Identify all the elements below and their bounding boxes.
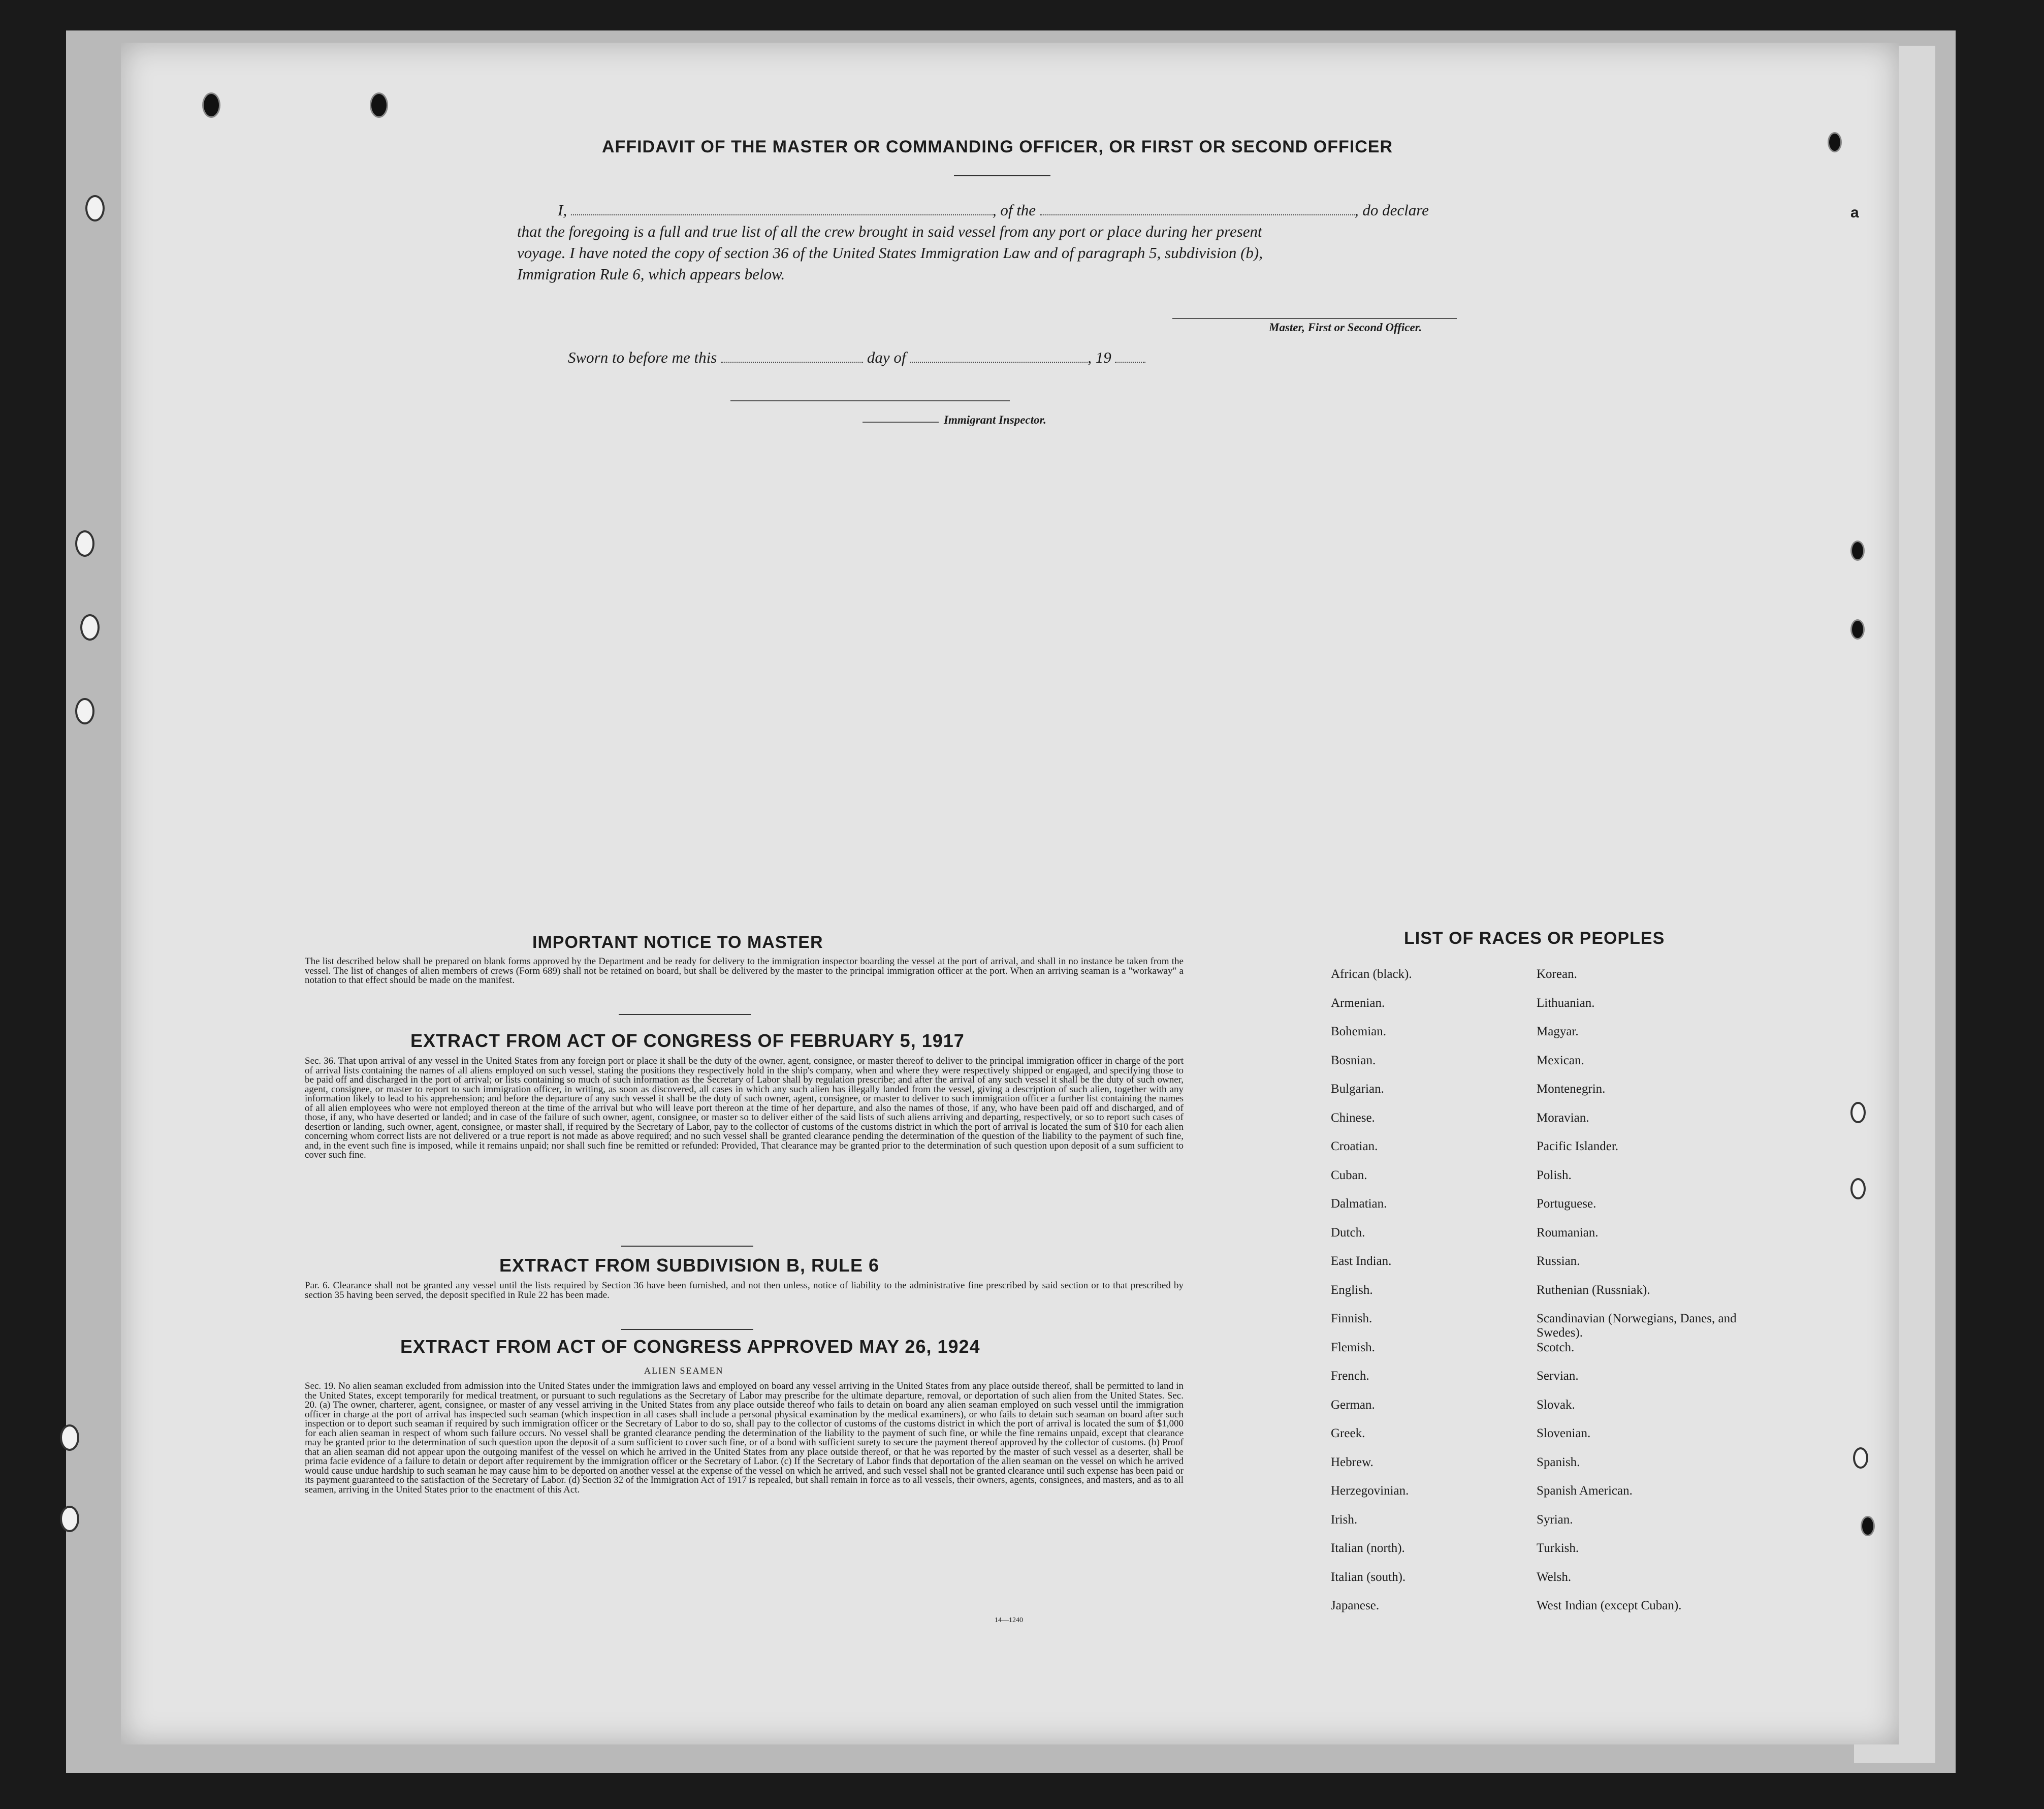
- rule6-body: Par. 6. Clearance shall not be granted any vessel until the lists required by Section 36 have been furnished, and not then unless, notice of liability to the administrative fine prescribed by said section or to that prescribed by section 35 having been served, the deposit specified in Rule 22 has been made.: [305, 1280, 1184, 1300]
- race-item: Magyar.: [1537, 1025, 1579, 1038]
- inspector-signature-line-2: [863, 422, 939, 423]
- divider: [619, 1014, 751, 1015]
- races-title: LIST OF RACES OR PEOPLES: [1404, 929, 1665, 948]
- race-item: Bosnian.: [1331, 1053, 1376, 1067]
- form-number: 14—1240: [995, 1616, 1023, 1624]
- race-item: West Indian (except Cuban).: [1537, 1599, 1682, 1612]
- race-item: Roumanian.: [1537, 1225, 1599, 1240]
- declaration-line-2: that the foregoing is a full and true list of all the crew brought in said vessel from any port or place during her present: [517, 223, 1262, 240]
- race-item: Dutch.: [1331, 1225, 1365, 1240]
- punch-hole: [75, 698, 94, 724]
- punch-hole: [60, 1424, 79, 1451]
- race-item: Cuban.: [1331, 1168, 1367, 1182]
- race-item: African (black).: [1331, 967, 1412, 981]
- races-right-column: [1537, 967, 1750, 1628]
- race-item: Turkish.: [1537, 1541, 1579, 1555]
- race-item: Herzegovinian.: [1331, 1484, 1409, 1498]
- punch-hole: [1828, 132, 1842, 152]
- inspector-signature-line[interactable]: [730, 400, 1010, 401]
- margin-mark: a: [1850, 204, 1859, 221]
- race-item: Moravian.: [1537, 1110, 1589, 1125]
- declaration-i: I,: [558, 201, 567, 219]
- races-left-column: [1331, 967, 1514, 1628]
- race-item: Spanish American.: [1537, 1484, 1633, 1498]
- inspector-label: Immigrant Inspector.: [944, 414, 1046, 426]
- race-item: Scotch.: [1537, 1340, 1575, 1354]
- race-item: Dalmatian.: [1331, 1197, 1387, 1211]
- race-item: English.: [1331, 1283, 1373, 1297]
- declaration-line-4: Immigration Rule 6, which appears below.: [517, 265, 785, 283]
- divider: [954, 175, 1050, 176]
- race-item: German.: [1331, 1398, 1375, 1412]
- punch-hole: [1850, 1102, 1866, 1123]
- race-item: Montenegrin.: [1537, 1082, 1606, 1096]
- race-item: Mexican.: [1537, 1053, 1584, 1067]
- act-1924-subtitle: ALIEN SEAMEN: [644, 1366, 724, 1376]
- race-item: Hebrew.: [1331, 1455, 1374, 1469]
- race-item: Chinese.: [1331, 1110, 1375, 1125]
- race-item: Italian (south).: [1331, 1570, 1406, 1584]
- declaration-line-3: voyage. I have noted the copy of section 36 of the United States Immigration Law and of paragraph 5, subdivision (b),: [517, 244, 1263, 262]
- master-signature-line[interactable]: [1172, 318, 1457, 319]
- race-item: Italian (north).: [1331, 1541, 1405, 1555]
- punch-hole: [370, 92, 388, 118]
- race-item: Russian.: [1537, 1254, 1580, 1268]
- name-blank[interactable]: [571, 214, 993, 215]
- act-1924-body: Sec. 19. No alien seaman excluded from admission into the United States under the immigration laws and employed on board any vessel arriving in the United States from any place outside thereof, shall be permitted to land in the United States, except temporarily for medical treatment, or pursuant to such regulations as the Secretary of Labor may prescribe for the ultimate departure, removal, or deportation of such alien from the United States. Sec. 20. (a) The owner, charterer, agent, consignee, or master of any vessel arriving in the United States from any place outside thereof who fails to detain on board any alien seaman employed on such vessel until the immigration officer in charge at the port of arrival has inspected such seaman (which inspection in all cases shall include a personal physical examination by the medical examiners), or who fails to detain such seaman on board after such inspection or to deport such seaman if required by such immigration officer or the Secretary of Labor to do so, shall pay to the collector of customs of the customs district in which the port of arrival is located the sum of $1,000 for each alien seaman in respect of whom such failure occurs. No vessel shall be granted clearance pending the determination of the liability to the payment of such fine, or while the fine remains unpaid, except that clearance may be granted prior to the determination of such question upon the deposit of a sum sufficient to cover such fine, or of a bond with sufficient surety to secure the payment thereof approved by the collector of customs. (b) Proof that an alien seaman did not appear upon the outgoing manifest of the vessel on which he arrived in the United States from any place outside thereof, or that he was reported by the master of such vessel as a deserter, shall be prima facie evidence of a failure to detain or deport after requirement by the immigration officer or the Secretary of Labor. (c) If the Secretary of Labor finds that deportation of the alien seaman on the vessel on which he arrived would cause undue hardship to such seaman he may cause him to be deported on another vessel at the expense of the vessel on which he arrived, and such vessel shall not be granted clearance until such expense has been paid or its payment guaranteed to the satisfaction of the Secretary of Labor. (d) Section 32 of the Immigration Act of 1917 is repealed, but shall remain in force as to all vessels, their owners, agents, consignees, and masters, and as to all seamen, arriving in the United States prior to the enactment of this Act.: [305, 1381, 1184, 1495]
- race-item: Bohemian.: [1331, 1025, 1387, 1038]
- declaration-do-declare: , do declare: [1354, 201, 1429, 219]
- form-page: [121, 43, 1899, 1744]
- punch-hole: [80, 614, 100, 641]
- punch-hole: [1861, 1516, 1875, 1536]
- race-item: Korean.: [1537, 967, 1577, 981]
- divider: [621, 1329, 753, 1330]
- sworn-day-of: day of: [867, 348, 906, 366]
- punch-hole: [202, 92, 220, 118]
- divider: [621, 1246, 753, 1247]
- punch-hole: [1850, 1178, 1866, 1199]
- race-item: Servian.: [1537, 1369, 1579, 1383]
- race-item: Slovenian.: [1537, 1426, 1591, 1440]
- race-item: Scandinavian (Norwegians, Danes, and Swedes).: [1537, 1312, 1737, 1340]
- sworn-day-blank[interactable]: [721, 361, 863, 363]
- race-item: Flemish.: [1331, 1340, 1375, 1354]
- race-item: Ruthenian (Russniak).: [1537, 1283, 1650, 1297]
- race-item: Japanese.: [1331, 1599, 1380, 1612]
- master-signature-label: Master, First or Second Officer.: [1269, 321, 1422, 334]
- race-item: Irish.: [1331, 1512, 1358, 1527]
- punch-hole: [1850, 541, 1865, 561]
- notice-body: The list described below shall be prepared on blank forms approved by the Department and be ready for delivery to the immigration inspector boarding the vessel at the port of arrival, and shall in no instance be taken from the vessel. The list of changes of alien members of crews (Form 689) shall not be retained on board, but shall be delivered by the master to the principal immigration officer at the port. When an arriving seaman is a "workaway" a notation to that effect should be made on the manifest.: [305, 956, 1184, 986]
- act-1924-title: EXTRACT FROM ACT OF CONGRESS APPROVED MAY 26, 1924: [400, 1336, 980, 1357]
- sworn-prefix: Sworn to before me this: [568, 348, 717, 366]
- race-item: Armenian.: [1331, 996, 1385, 1010]
- race-item: Bulgarian.: [1331, 1082, 1384, 1096]
- sworn-year-blank[interactable]: [1115, 361, 1145, 363]
- declaration-line-1: [558, 200, 1429, 220]
- race-item: Polish.: [1537, 1168, 1572, 1182]
- declaration-of-the: , of the: [992, 201, 1036, 219]
- notice-title: IMPORTANT NOTICE TO MASTER: [532, 933, 823, 952]
- race-item: Finnish.: [1331, 1312, 1372, 1325]
- race-item: Pacific Islander.: [1537, 1139, 1619, 1153]
- sworn-line: [568, 347, 1145, 368]
- race-item: Croatian.: [1331, 1139, 1378, 1153]
- punch-hole: [75, 530, 94, 557]
- race-item: Spanish.: [1537, 1455, 1580, 1469]
- punch-hole: [60, 1506, 79, 1532]
- sworn-year: , 19: [1088, 348, 1111, 366]
- extract-1917-title: EXTRACT FROM ACT OF CONGRESS OF FEBRUARY 5, 1917: [410, 1030, 965, 1051]
- rule6-title: EXTRACT FROM SUBDIVISION B, RULE 6: [499, 1255, 880, 1276]
- punch-hole: [85, 195, 105, 221]
- race-item: Greek.: [1331, 1426, 1365, 1440]
- race-item: French.: [1331, 1369, 1369, 1383]
- punch-hole: [1853, 1447, 1868, 1469]
- punch-hole: [1850, 619, 1865, 640]
- race-item: Slovak.: [1537, 1398, 1575, 1412]
- race-item: Portuguese.: [1537, 1197, 1596, 1211]
- sworn-month-blank[interactable]: [910, 361, 1088, 363]
- race-item: Lithuanian.: [1537, 996, 1595, 1010]
- vessel-blank[interactable]: [1040, 214, 1355, 215]
- affidavit-title: AFFIDAVIT OF THE MASTER OR COMMANDING OFFICER, OR FIRST OR SECOND OFFICER: [602, 137, 1393, 156]
- race-item: Syrian.: [1537, 1512, 1573, 1527]
- race-item: Welsh.: [1537, 1570, 1572, 1584]
- race-item: East Indian.: [1331, 1254, 1392, 1268]
- extract-1917-body: Sec. 36. That upon arrival of any vessel in the United States from any foreign port or place it shall be the duty of the owner, agent, consignee, or master thereof to deliver to the principal immigration officer in charge of the port of arrival lists containing the names of all aliens employed on such vessel, stating the positions they respectively hold in the ship's company, when and where they were respectively shipped or engaged, and specifying those to be paid off and discharged in the port of arrival; or lists containing so much of such information as the Secretary of Labor shall by regulation prescribe; and after the arrival of any such vessel it shall be the duty of such owner, agent, consignee, or master to report to such immigration officer, in writing, as soon as discovered, all cases in which any such alien has illegally landed from the vessel, giving a description of such alien, together with any information likely to lead to his apprehension; and before the departure of any such vessel it shall be the duty of such owner, agent, consignee, or master to deliver to such immigration officer a further list containing the names of all alien employees who were not employed thereon at the time of the arrival but who will leave port thereon at the time of her departure, and also the names of those, if any, who have been paid off and discharged, and of those, if any, who have deserted or landed; and in case of the failure of such owner, agent, consignee, or master so to deliver either of the said lists of such aliens arriving and departing, respectively, or so to report such cases of desertion or landing, such owner, agent, consignee, or master shall, if required by the Secretary of Labor, pay to the collector of customs of the customs district in which the port of arrival is located the sum of $10 for each alien concerning whom correct lists are not delivered or a true report is not made as above required; and no such vessel shall be granted clearance pending the determination of the question of the liability to the payment of such fine, and, in the event such fine is imposed, while it remains unpaid; nor shall such fine be remitted or refunded: Provided, That clearance may be granted prior to the determination of such question upon deposit of a sum sufficient to cover such fine.: [305, 1056, 1184, 1160]
